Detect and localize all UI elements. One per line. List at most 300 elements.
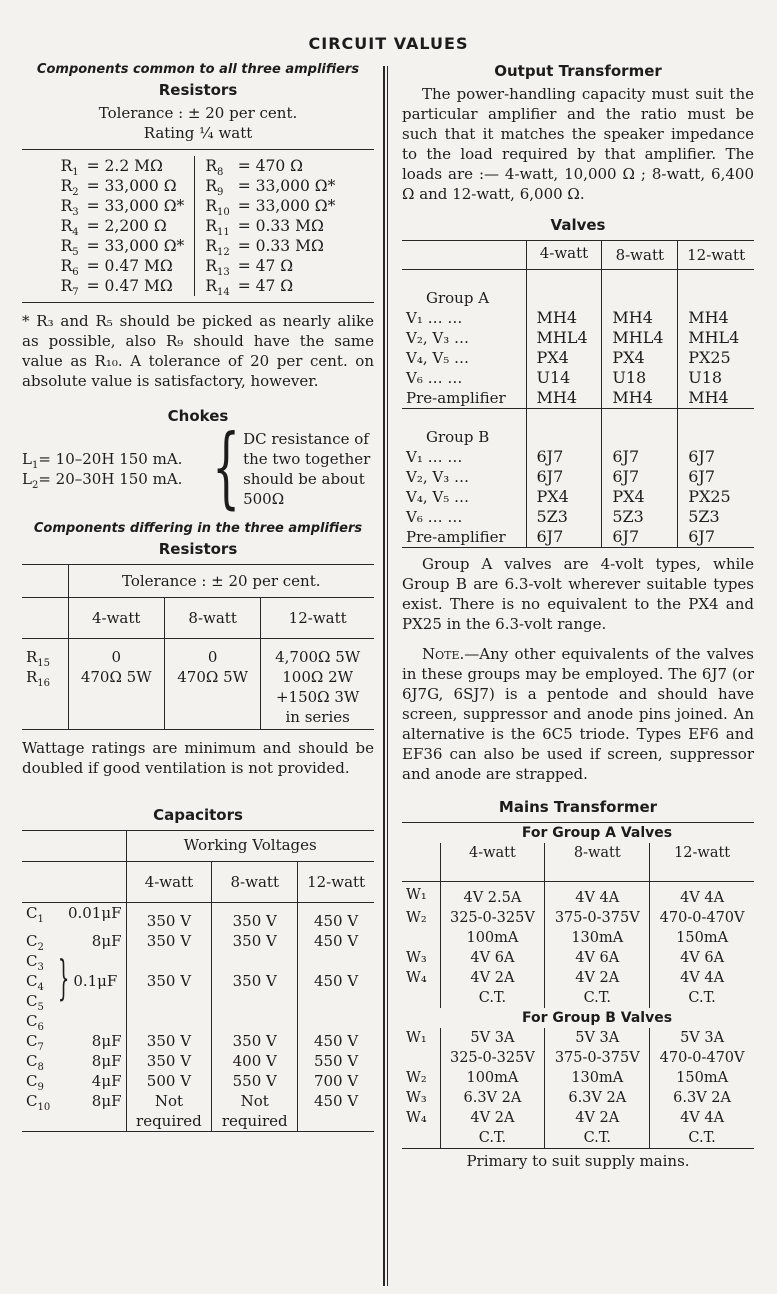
subscript: 3 [37, 962, 44, 973]
mains-label: W₁ [406, 887, 427, 903]
mains-v8: C.T. [545, 988, 650, 1008]
valve-v4: MHL4 [526, 328, 602, 348]
valve-row [402, 308, 754, 328]
mains-row [402, 988, 754, 1008]
mains-label: W₂ [406, 1070, 427, 1086]
symbol: R [60, 177, 73, 195]
cap-col-8-watt: 8-watt [212, 862, 298, 903]
symbol: R [60, 277, 73, 295]
capacitor-value: 8μF [91, 1092, 122, 1110]
chokes-block [22, 417, 374, 519]
mains-label: W₃ [406, 950, 427, 966]
resistor-row [57, 276, 340, 296]
r16-12w: 100Ω 2W [261, 667, 374, 687]
capacitor-value: 8μF [91, 1032, 122, 1050]
tolerance-text: Tolerance : ± 20 per cent. [98, 104, 298, 122]
valve-cell [678, 270, 754, 309]
mains-row [402, 1088, 754, 1108]
capacitor-label [22, 1011, 126, 1031]
valves-table [402, 240, 754, 548]
differing-components-heading: Components differing in the three amplifiers [33, 521, 363, 536]
resistor-table [22, 156, 374, 299]
valve-v4: MH4 [526, 308, 602, 328]
valve-v12: 6J7 [678, 527, 754, 548]
resistor-value: = 33,000 Ω [86, 177, 177, 195]
mains-v4: 4V 2A [440, 1108, 545, 1128]
cap-col-12-watt: 12-watt [298, 862, 374, 903]
not-required-8w: required [212, 1111, 298, 1132]
subscript: 6 [72, 267, 79, 279]
capacitor-voltage-v4: Not [126, 1091, 212, 1111]
mains-col-12-watt: 12-watt [650, 843, 754, 882]
capacitor-label [22, 1031, 126, 1051]
subscript: 10 [37, 1102, 51, 1113]
valve-label: V₂, V₃ … [406, 468, 469, 486]
symbol: R [60, 217, 73, 235]
resistor-value: = 2.2 MΩ [86, 157, 163, 175]
capacitor-value: 0.1μF [73, 972, 118, 990]
mains-v4: 4V 2A [440, 968, 545, 988]
mains-v12: 470-0-470V [650, 908, 754, 928]
choke-line [22, 469, 209, 489]
resistor-value: = 33,000 Ω* [86, 197, 185, 215]
capacitor-symbol: C [26, 972, 38, 990]
symbol: C [26, 904, 38, 922]
valve-row [402, 507, 754, 527]
mains-v12: C.T. [650, 988, 754, 1008]
resistor-symbol [57, 276, 83, 299]
choke-values [22, 449, 209, 489]
capacitor-voltage-v8 [212, 1011, 298, 1031]
capacitor-row [22, 903, 374, 932]
mains-v12: C.T. [650, 1128, 754, 1149]
resistor-value: = 0.47 MΩ [86, 257, 173, 275]
mains-row [402, 968, 754, 988]
valve-label: V₁ … … [406, 309, 463, 327]
valve-v8: MHL4 [602, 328, 678, 348]
mains-label [402, 928, 440, 948]
resistor-value: = 2,200 Ω [86, 217, 167, 235]
valve-v12: U18 [678, 368, 754, 388]
symbol: C [26, 1032, 38, 1050]
valve-col-8-watt: 8-watt [602, 241, 678, 270]
mains-v4: C.T. [440, 988, 545, 1008]
capacitor-group-row [22, 971, 374, 991]
mains-v8: 4V 2A [545, 1108, 650, 1128]
r16-4w: 470Ω 5W [68, 667, 164, 687]
resistor-value: = 33,000 Ω* [237, 177, 336, 195]
mains-row [402, 928, 754, 948]
mains-label: W₃ [406, 1090, 427, 1106]
capacitor-symbol [26, 1071, 44, 1091]
capacitor-label [22, 1071, 126, 1091]
capacitor-table [22, 830, 374, 1132]
mains-v4: 4V 2.5A [440, 882, 545, 909]
capacitor-voltage-v4: 350 V [126, 971, 212, 991]
capacitor-voltage-v8: 400 V [212, 1051, 298, 1071]
valve-v4: 6J7 [526, 527, 602, 548]
subscript: 4 [37, 982, 44, 993]
common-components-heading: Components common to all three amplifiers [36, 62, 360, 77]
valve-row [402, 447, 754, 467]
symbol: L [22, 450, 32, 468]
resistor-symbol [195, 196, 234, 219]
resistor-value: = 0.47 MΩ [86, 277, 173, 295]
mains-v12: 4V 6A [650, 948, 754, 968]
valve-v12: 5Z3 [678, 507, 754, 527]
valve-group-title: Group B [426, 428, 490, 446]
resistor-row [57, 156, 340, 176]
resistor-symbol [195, 216, 234, 239]
capacitor-symbol [26, 903, 44, 923]
symbol: C [26, 932, 38, 950]
valve-col-4-watt: 4-watt [526, 241, 602, 270]
valve-label: V₂, V₃ … [406, 329, 469, 347]
mains-v12: 6.3V 2A [650, 1088, 754, 1108]
capacitor-voltage-v8: 550 V [212, 1071, 298, 1091]
valve-v4: PX4 [526, 348, 602, 368]
symbol: R [60, 237, 73, 255]
resistor-symbol [57, 256, 83, 279]
valve-label: V₄, V₅ … [406, 349, 469, 367]
divider [22, 302, 374, 303]
capacitor-voltage-v12: 450 V [298, 1091, 374, 1111]
resistors-heading: Resistors [158, 81, 238, 99]
mains-v4: 100mA [440, 928, 545, 948]
resistor-symbol [195, 176, 234, 199]
mains-v4: 325-0-325V [440, 908, 545, 928]
capacitor-row [22, 931, 374, 951]
capacitor-voltage-v8: 350 V [212, 1031, 298, 1051]
primary-note: Primary to suit supply mains. [466, 1152, 690, 1170]
mains-label [402, 1048, 440, 1068]
choke-value: = 10–20H 150 mA. [38, 450, 183, 468]
capacitor-voltage-v12 [298, 1011, 374, 1031]
chokes-note: DC resistance of the two together should be about 500Ω [243, 430, 371, 508]
capacitor-label [22, 1091, 126, 1111]
valve-row [402, 527, 754, 548]
capacitor-symbol [26, 1091, 50, 1111]
valve-row [402, 487, 754, 507]
valve-v4: U14 [526, 368, 602, 388]
capacitor-row [22, 1111, 374, 1132]
mains-v8: 4V 2A [545, 968, 650, 988]
valve-label: Pre-amplifier [406, 389, 506, 407]
capacitor-voltage-v4 [126, 1011, 212, 1031]
output-transformer-heading: Output Transformer [494, 62, 662, 80]
subscript: 2 [72, 187, 79, 199]
symbol: C [26, 1092, 38, 1110]
capacitor-voltage-v12: 450 V [298, 971, 374, 991]
valve-label: V₆ … … [406, 508, 463, 526]
valve-v8: 6J7 [602, 467, 678, 487]
mains-row [402, 908, 754, 928]
capacitor-voltage-v8: Not [212, 1091, 298, 1111]
symbol: R [205, 257, 217, 275]
symbol: C [26, 1072, 38, 1090]
capacitor-label [22, 1111, 126, 1132]
subscript: 1 [37, 914, 44, 925]
subscript: 2 [37, 942, 44, 953]
symbol: R [60, 197, 73, 215]
resistor-value: = 0.33 MΩ [237, 217, 324, 235]
symbol: R [205, 177, 217, 195]
symbol: L [22, 470, 32, 488]
valve-v12: MHL4 [678, 328, 754, 348]
resistor-symbol [57, 216, 83, 239]
valve-v4: MH4 [526, 388, 602, 409]
subscript: 4 [72, 227, 79, 239]
valve-label: V₁ … … [406, 448, 463, 466]
capacitor-value: 8μF [91, 1052, 122, 1070]
capacitor-voltage-v8: 350 V [212, 931, 298, 951]
valve-v12: MH4 [678, 308, 754, 328]
valve-col-12-watt: 12-watt [678, 241, 754, 270]
mains-v8: 4V 4A [545, 882, 650, 909]
chokes-heading: Chokes [167, 407, 229, 425]
valve-group-row [402, 270, 754, 309]
tolerance-header: Tolerance : ± 20 per cent. [68, 565, 374, 598]
valve-v8: 6J7 [602, 527, 678, 548]
symbol: R [60, 257, 73, 275]
mains-v4: 325-0-325V [440, 1048, 545, 1068]
capacitor-row [22, 1051, 374, 1071]
subscript: 3 [72, 207, 79, 219]
valve-cell [602, 270, 678, 309]
mains-v8: 4V 6A [545, 948, 650, 968]
resistor-value: = 33,000 Ω* [237, 197, 336, 215]
column-divider-inner [387, 66, 388, 1286]
valve-group-title: Group A [426, 289, 490, 307]
capacitor-voltage-v4: 500 V [126, 1071, 212, 1091]
valves-note [402, 644, 754, 784]
mains-label [402, 1008, 440, 1028]
col-4-watt: 4-watt [68, 598, 164, 639]
resistor-footnote: * R₃ and R₅ should be picked as nearly alike as possible, also R₉ should have the same value as R₁₀. A tolerance of 20 per cent. on absolute value is satisfactory, however. [22, 312, 374, 390]
mains-label: W₁ [406, 1030, 427, 1046]
capacitor-voltage-v8 [212, 951, 298, 971]
subscript: 5 [72, 247, 79, 259]
capacitor-voltage-v4 [126, 951, 212, 971]
capacitor-voltage-v4: 350 V [126, 931, 212, 951]
column-divider [383, 66, 385, 1286]
capacitor-group-row [22, 1011, 374, 1031]
resistor-row [57, 236, 340, 256]
capacitor-voltage-v4: 350 V [126, 903, 212, 932]
mains-v8: 130mA [545, 928, 650, 948]
mains-row [402, 1068, 754, 1088]
valve-v4: 5Z3 [526, 507, 602, 527]
valve-v8: 5Z3 [602, 507, 678, 527]
valve-v12: PX25 [678, 487, 754, 507]
mains-transformer-heading: Mains Transformer [498, 798, 658, 816]
resistor-row [57, 216, 340, 236]
subscript: 1 [31, 460, 39, 471]
wattage-note: Wattage ratings are minimum and should be doubled if good ventilation is not provided. [22, 739, 374, 777]
subscript: 9 [37, 1082, 44, 1093]
resistor-symbol [57, 236, 83, 259]
mains-v8: 375-0-375V [545, 908, 650, 928]
r16-label: $R_{16}$ [26, 668, 51, 689]
r16-8w: 470Ω 5W [164, 667, 260, 687]
resistor-value: = 47 Ω [237, 257, 294, 275]
capacitor-value: 0.01μF [67, 904, 122, 922]
valve-cell [526, 270, 602, 309]
valve-label: V₆ … … [406, 369, 463, 387]
subscript: 8 [216, 167, 224, 179]
resistor-row [57, 256, 340, 276]
capacitor-voltage-v12 [298, 951, 374, 971]
mains-v12: 4V 4A [650, 1108, 754, 1128]
capacitor-voltage-v12: 700 V [298, 1071, 374, 1091]
valve-row [402, 348, 754, 368]
capacitors-heading: Capacitors [153, 806, 243, 824]
brace-icon: { [212, 417, 241, 519]
divider [22, 149, 374, 150]
group-note: Group A valves are 4-volt types, while Group B are 6.3-volt wherever suitable types exist. There is no equivalent to the PX4 and PX25 in the 6.3-volt range. [402, 555, 754, 633]
capacitor-voltage-v4: 350 V [126, 1031, 212, 1051]
mains-v4: 100mA [440, 1068, 545, 1088]
mains-col-8-watt: 8-watt [545, 843, 650, 882]
valve-row [402, 388, 754, 409]
valve-v8: PX4 [602, 348, 678, 368]
choke-line [22, 449, 209, 469]
resistor-symbol [195, 256, 234, 279]
capacitor-value: 8μF [91, 932, 122, 950]
subscript: 11 [216, 227, 230, 239]
cap-col-4-watt: 4-watt [126, 862, 212, 903]
mains-row [402, 1048, 754, 1068]
note-text: —Any other equivalents of the valves in these groups may be employed. The 6J7 (or 6J7G, 6SJ7) is a pentode and should have screen, suppressor and anode pins joined. An alternative is the 6C5 triode. Types EF6 and EF36 can also be used if screen, suppressor and anode are strapped. [402, 645, 754, 783]
subscript: 7 [37, 1042, 44, 1053]
symbol: R [205, 197, 217, 215]
mains-v8: C.T. [545, 1128, 650, 1149]
symbol: C [26, 1052, 38, 1070]
col-8-watt: 8-watt [164, 598, 260, 639]
subscript: 5 [37, 1002, 44, 1013]
capacitor-voltage-v4 [126, 991, 212, 1011]
valve-v12: 6J7 [678, 447, 754, 467]
subscript: 8 [37, 1062, 44, 1073]
mains-v4: 6.3V 2A [440, 1088, 545, 1108]
brace-icon: } [57, 952, 70, 1007]
subscript: 7 [72, 287, 79, 299]
valve-label: Pre-amplifier [406, 528, 506, 546]
valve-v8: MH4 [602, 308, 678, 328]
mains-v12: 4V 4A [650, 968, 754, 988]
mains-label: W₂ [406, 910, 427, 926]
mains-v12: 5V 3A [650, 1028, 754, 1048]
r15-8w: 0 [164, 639, 260, 668]
mains-v4: C.T. [440, 1128, 545, 1149]
rating-text: Rating ¼ watt [143, 124, 253, 142]
symbol: R [205, 157, 217, 175]
valve-cell [678, 409, 754, 448]
capacitor-label [22, 1051, 126, 1071]
capacitor-symbol: C [26, 952, 38, 970]
valve-v4: 6J7 [526, 447, 602, 467]
resistor-value: = 470 Ω [237, 157, 303, 175]
capacitor-label [22, 931, 126, 951]
left-column [22, 62, 374, 1132]
valve-cell [526, 409, 602, 448]
valve-group-row [402, 409, 754, 448]
capacitor-label [22, 903, 126, 923]
page-title: CIRCUIT VALUES [308, 34, 469, 53]
subscript: 6 [37, 1022, 44, 1033]
capacitor-voltage-v8: 350 V [212, 971, 298, 991]
mains-v12: 150mA [650, 1068, 754, 1088]
mains-v8: 375-0-375V [545, 1048, 650, 1068]
mains-v12: 470-0-470V [650, 1048, 754, 1068]
mains-v12: 150mA [650, 928, 754, 948]
mains-label: W₄ [406, 970, 427, 986]
capacitor-group-row [22, 991, 374, 1011]
r16-extra-1: +150Ω 3W [261, 687, 374, 707]
valve-v12: MH4 [678, 388, 754, 409]
subscript: 9 [216, 187, 224, 199]
capacitor-group-row [22, 951, 374, 971]
capacitor-row [22, 1091, 374, 1111]
resistor-symbol [195, 276, 234, 299]
resistor-symbol [57, 156, 83, 179]
right-column [402, 62, 754, 1171]
note-label: Note. [422, 645, 465, 663]
resistor-value: = 33,000 Ω* [86, 237, 185, 255]
capacitor-row [22, 1071, 374, 1091]
capacitor-symbol [26, 1031, 44, 1051]
capacitor-row [22, 1031, 374, 1051]
r15-label: $R_{15}$ [26, 648, 51, 669]
capacitor-symbol: C [26, 1012, 38, 1030]
resistor-symbol [57, 176, 83, 199]
subscript: 12 [216, 247, 230, 259]
valve-v12: PX25 [678, 348, 754, 368]
resistors-differing-heading: Resistors [158, 540, 238, 558]
r15-12w: 4,700Ω 5W [261, 639, 374, 668]
valves-heading: Valves [550, 216, 606, 234]
mains-v4: 5V 3A [440, 1028, 545, 1048]
mains-label [402, 1128, 440, 1149]
col-12-watt: 12-watt [261, 598, 374, 639]
resistor-row [57, 196, 340, 216]
symbol: R [205, 217, 217, 235]
symbol: R [60, 157, 73, 175]
capacitor-voltage-v12: 450 V [298, 903, 374, 932]
for-group-a-header: For Group A Valves [521, 825, 673, 841]
valve-row [402, 328, 754, 348]
mains-table [402, 822, 754, 1149]
r15-4w: 0 [68, 639, 164, 668]
valve-label: V₄, V₅ … [406, 488, 469, 506]
mains-col-4-watt: 4-watt [440, 843, 545, 882]
resistor-symbol [195, 156, 234, 179]
resistor-row [57, 176, 340, 196]
r16-extra-2: in series [261, 707, 374, 730]
capacitor-label [22, 951, 126, 971]
mains-label: W₄ [406, 1110, 427, 1126]
mains-v8: 130mA [545, 1068, 650, 1088]
subscript: 1 [72, 167, 79, 179]
not-required-4w: required [126, 1111, 212, 1132]
mains-row [402, 882, 754, 909]
capacitor-label [22, 991, 126, 1011]
valve-v8: 6J7 [602, 447, 678, 467]
capacitor-label [22, 952, 126, 1007]
differing-resistor-table [22, 564, 374, 730]
capacitor-voltage-v4: 350 V [126, 1051, 212, 1071]
capacitor-voltage-v12: 450 V [298, 931, 374, 951]
